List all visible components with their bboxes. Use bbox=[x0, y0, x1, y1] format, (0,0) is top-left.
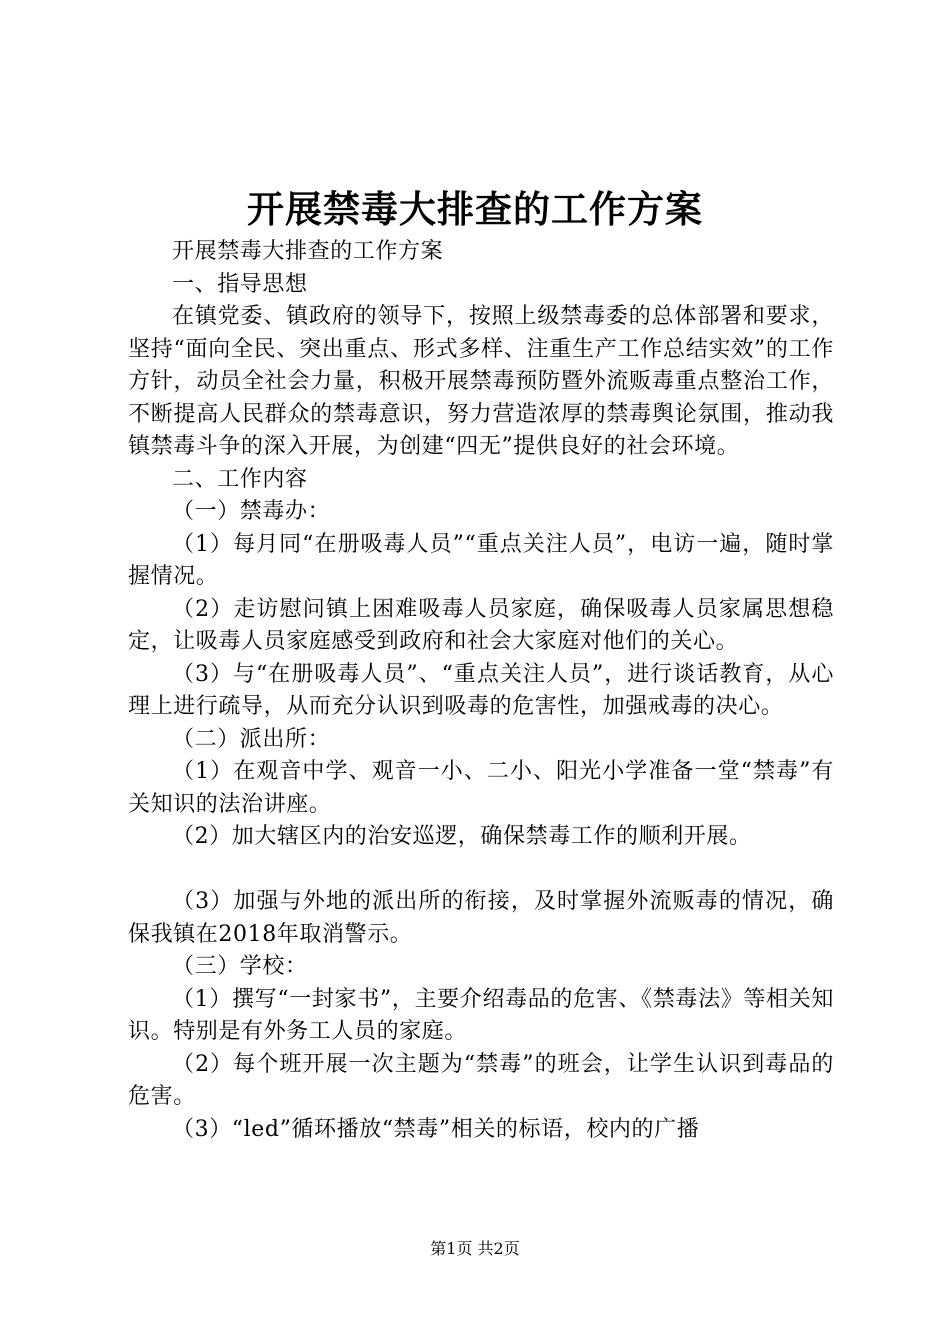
paragraph-school-item-1: （1）撰写“一封家书”，主要介绍毒品的危害、《禁毒法》等相关知识。特别是有外务工人员的家庭。 bbox=[128, 986, 834, 1044]
paragraph-police-item-2: （2）加大辖区内的治安巡逻，确保禁毒工作的顺利开展。 bbox=[172, 824, 752, 849]
page-number-footer: 第1页 共2页 bbox=[430, 1239, 520, 1258]
document-body bbox=[128, 236, 834, 1146]
document-title: 开展禁毒大排查的工作方案 bbox=[247, 187, 703, 231]
paragraph-office-item-2: （2）走访慰问镇上困难吸毒人员家庭，确保吸毒人员家属思想稳定，让吸毒人员家庭感受到政府和社会大家庭对他们的关心。 bbox=[128, 596, 834, 654]
paragraph-subtitle: 开展禁毒大排查的工作方案 bbox=[172, 239, 444, 264]
paragraph-office-item-1: （1）每月同“在册吸毒人员”“重点关注人员”，电访一遍，随时掌握情况。 bbox=[128, 531, 834, 589]
paragraph-police-item-3: （3）加强与外地的派出所的衔接，及时掌握外流贩毒的情况，确保我镇在2018年取消警示。 bbox=[128, 889, 834, 947]
heading-work-content: 二、工作内容 bbox=[172, 466, 308, 492]
blank-line bbox=[128, 854, 834, 887]
heading-guiding-thought: 一、指导思想 bbox=[172, 271, 308, 297]
paragraph-guiding-thought: 在镇党委、镇政府的领导下，按照上级禁毒委的总体部署和要求，坚持“面向全民、突出重点、形式多样、注重生产工作总结实效”的工作方针，动员全社会力量，积极开展禁毒预防暨外流贩毒重点整治工作，不断提高人民群众的禁毒意识，努力营造浓厚的禁毒舆论氛围，推动我镇禁毒斗争的深入开展，为创建“四无”提供良好的社会环境。 bbox=[128, 304, 834, 459]
heading-anti-drug-office: （一）禁毒办： bbox=[172, 499, 331, 524]
heading-school: （三）学校： bbox=[172, 954, 308, 979]
paragraph-school-item-2: （2）每个班开展一次主题为“禁毒”的班会，让学生认识到毒品的危害。 bbox=[128, 1051, 834, 1109]
heading-police-station: （二）派出所： bbox=[172, 726, 331, 752]
paragraph-police-item-1: （1）在观音中学、观音一小、二小、阳光小学准备一堂“禁毒”有关知识的法治讲座。 bbox=[128, 759, 834, 817]
paragraph-office-item-3: （3）与“在册吸毒人员”、“重点关注人员”，进行谈话教育，从心理上进行疏导，从而充分认识到吸毒的危害性，加强戒毒的决心。 bbox=[128, 661, 834, 719]
paragraph-school-item-3: （3）“led”循环播放“禁毒”相关的标语，校内的广播 bbox=[172, 1116, 700, 1142]
